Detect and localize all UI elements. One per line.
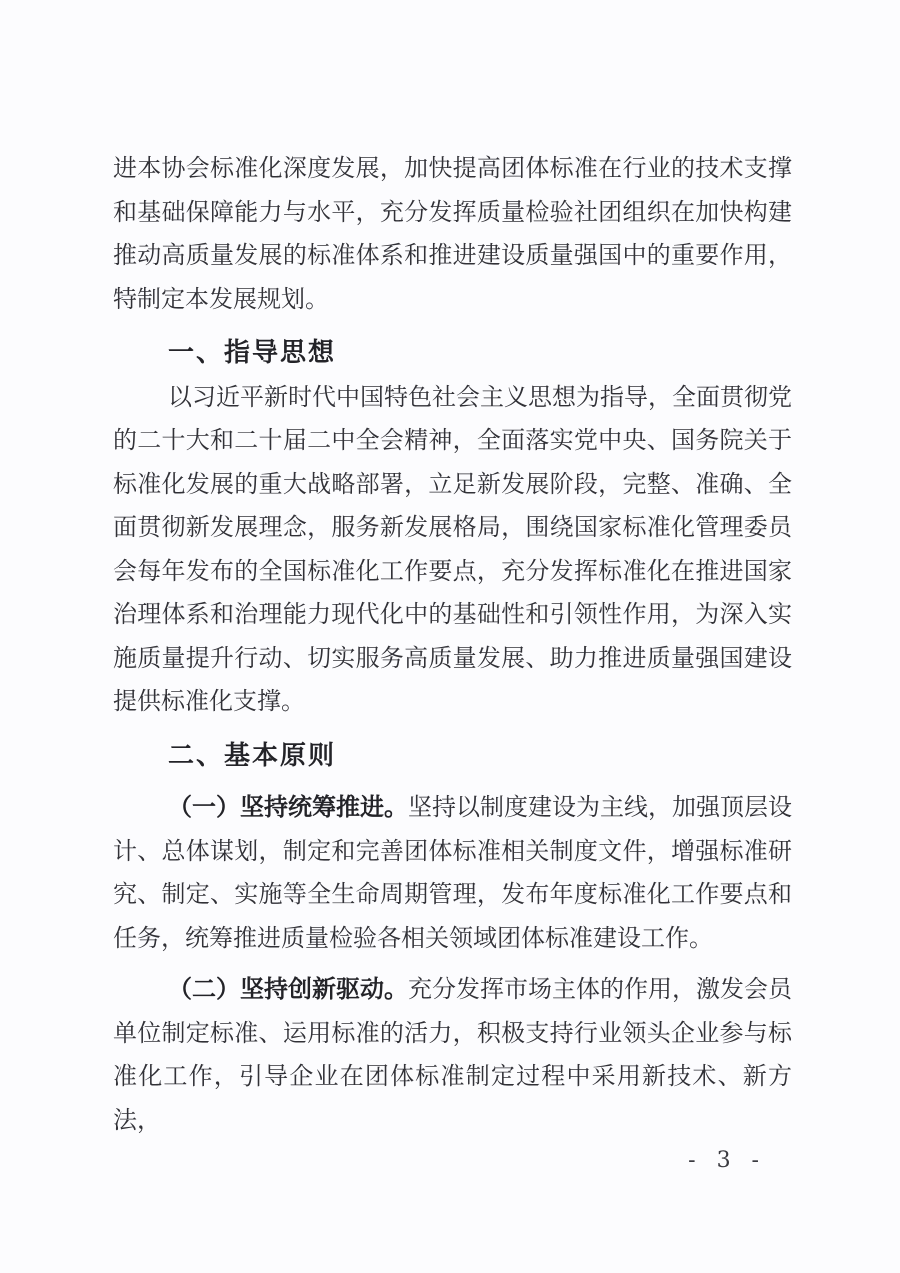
paragraph-principle-1: [113, 786, 792, 960]
document-body: [113, 147, 792, 1142]
principle-1-body-text: 坚持以制度建设为主线，加强顶层设计、总体谋划，制定和完善团体标准相关制度文件，增强标准研究、制定、实施等全生命周期管理，发布年度标准化工作要点和任务，统筹推进质量检验各相关领域团体标准建设工作。: [113, 793, 792, 952]
principle-2-lead-label: （二）坚持创新驱动。: [168, 975, 408, 1003]
principle-2-body-text: 充分发挥市场主体的作用，激发会员单位制定标准、运用标准的活力，积极支持行业领头企业参与标准化工作，引导企业在团体标准制定过程中采用新技术、新方法，: [113, 975, 792, 1134]
page-number: - 3 -: [688, 1148, 766, 1173]
paragraph-intro-continuation: 进本协会标准化深度发展，加快提高团体标准在行业的技术支撑和基础保障能力与水平，充分发挥质量检验社团组织在加快构建推动高质量发展的标准体系和推进建设质量强国中的重要作用，特制定本发展规划。: [113, 154, 792, 313]
paragraph-guiding-ideology: 以习近平新时代中国特色社会主义思想为指导，全面贯彻党的二十大和二十届二中全会精神，全面落实党中央、国务院关于标准化发展的重大战略部署，立足新发展阶段，完整、准确、全面贯彻新发展理念，服务新发展格局，围绕国家标准化管理委员会每年发布的全国标准化工作要点，充分发挥标准化在推进国家治理体系和治理能力现代化中的基础性和引领性作用，为深入实施质量提升行动、切实服务高质量发展、助力推进质量强国建设提供标准化支撑。: [113, 382, 792, 715]
heading-guiding-ideology: 一、指导思想: [168, 338, 337, 368]
paragraph-principle-2: [113, 968, 792, 1142]
principle-1-lead-label: （一）坚持统筹推进。: [168, 793, 408, 821]
heading-basic-principles: 二、基本原则: [168, 740, 337, 771]
